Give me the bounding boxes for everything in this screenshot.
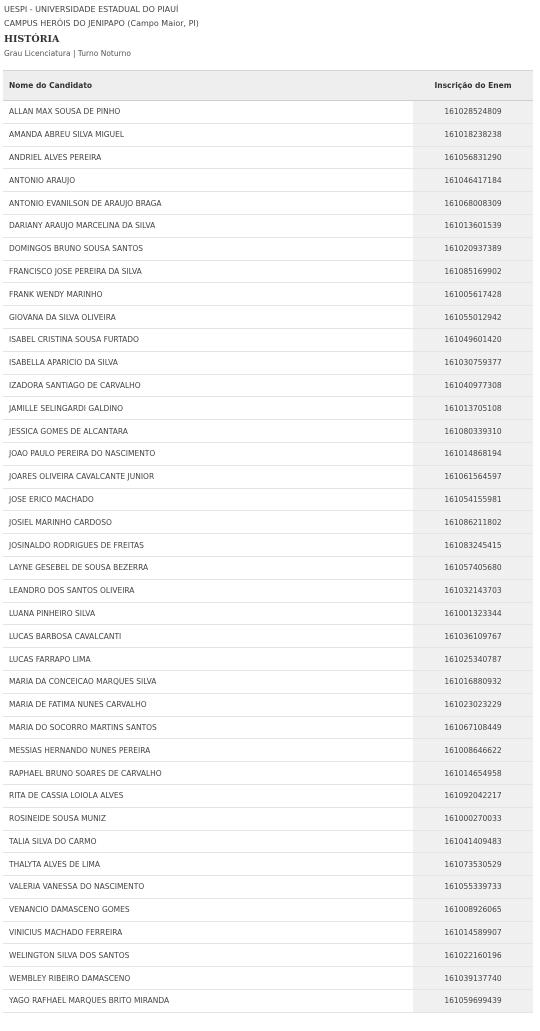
candidate-name: IZADORA SANTIAGO DE CARVALHO	[3, 374, 413, 397]
enem-number: 161032143703	[413, 579, 533, 602]
enem-number: 161039137740	[413, 967, 533, 990]
column-header-name: Nome do Candidato	[3, 71, 413, 101]
column-header-enem: Inscrição do Enem	[413, 71, 533, 101]
enem-number: 161041409483	[413, 830, 533, 853]
enem-number: 161014654958	[413, 762, 533, 785]
enem-number: 161013705108	[413, 397, 533, 420]
table-row	[3, 967, 533, 990]
candidate-name: VENANCIO DAMASCENO GOMES	[3, 898, 413, 921]
institution-name: UESPI - UNIVERSIDADE ESTADUAL DO PIAUÍ	[4, 5, 179, 14]
enem-number: 161083245415	[413, 534, 533, 557]
enem-number: 161067108449	[413, 716, 533, 739]
enem-number: 161016880932	[413, 670, 533, 693]
table-row	[3, 579, 533, 602]
enem-number: 161080339310	[413, 420, 533, 443]
table-row	[3, 192, 533, 215]
enem-number: 161061564597	[413, 465, 533, 488]
table-row	[3, 784, 533, 807]
candidate-name: MARIA DA CONCEICAO MARQUES SILVA	[3, 670, 413, 693]
candidate-name: LUANA PINHEIRO SILVA	[3, 602, 413, 625]
enem-number: 161040977308	[413, 374, 533, 397]
table-row	[3, 534, 533, 557]
candidate-name: MARIA DE FATIMA NUNES CARVALHO	[3, 693, 413, 716]
campus-name: CAMPUS HERÓIS DO JENIPAPO (Campo Maior, PI)	[4, 19, 199, 28]
candidate-name: VINICIUS MACHADO FERREIRA	[3, 921, 413, 944]
enem-number: 161000270033	[413, 807, 533, 830]
enem-number: 161018238238	[413, 123, 533, 146]
enem-number: 161073530529	[413, 853, 533, 876]
enem-number: 161068008309	[413, 192, 533, 215]
enem-number: 161085169902	[413, 260, 533, 283]
candidate-name: DOMINGOS BRUNO SOUSA SANTOS	[3, 237, 413, 260]
candidate-name: ANDRIEL ALVES PEREIRA	[3, 146, 413, 169]
candidate-name: JOSE ERICO MACHADO	[3, 488, 413, 511]
candidate-name: JOAO PAULO PEREIRA DO NASCIMENTO	[3, 442, 413, 465]
enem-number: 161059699439	[413, 990, 533, 1013]
candidates-table	[3, 70, 533, 1013]
enem-number: 161022160196	[413, 944, 533, 967]
enem-number: 161036109767	[413, 625, 533, 648]
candidate-name: THALYTA ALVES DE LIMA	[3, 853, 413, 876]
table-row	[3, 716, 533, 739]
table-row	[3, 898, 533, 921]
table-row	[3, 420, 533, 443]
degree-shift: Grau Licenciatura | Turno Noturno	[4, 49, 131, 58]
enem-number: 161008926065	[413, 898, 533, 921]
candidate-name: MESSIAS HERNANDO NUNES PEREIRA	[3, 739, 413, 762]
table-body	[3, 101, 533, 1013]
table-row	[3, 374, 533, 397]
table-row	[3, 762, 533, 785]
candidate-name: JOSIEL MARINHO CARDOSO	[3, 511, 413, 534]
enem-number: 161023023229	[413, 693, 533, 716]
table-row	[3, 283, 533, 306]
candidate-name: GIOVANA DA SILVA OLIVEIRA	[3, 306, 413, 329]
table-row	[3, 306, 533, 329]
candidate-name: VALERIA VANESSA DO NASCIMENTO	[3, 876, 413, 899]
candidate-name: LUCAS BARBOSA CAVALCANTI	[3, 625, 413, 648]
candidate-name: MARIA DO SOCORRO MARTINS SANTOS	[3, 716, 413, 739]
table-row	[3, 123, 533, 146]
table-row	[3, 214, 533, 237]
table-row	[3, 260, 533, 283]
enem-number: 161057405680	[413, 556, 533, 579]
table-row	[3, 556, 533, 579]
candidate-name: FRANK WENDY MARINHO	[3, 283, 413, 306]
enem-number: 161049601420	[413, 328, 533, 351]
table-row	[3, 602, 533, 625]
enem-number: 161030759377	[413, 351, 533, 374]
table-row	[3, 397, 533, 420]
candidate-name: RAPHAEL BRUNO SOARES DE CARVALHO	[3, 762, 413, 785]
candidate-name: JESSICA GOMES DE ALCANTARA	[3, 420, 413, 443]
table-row	[3, 169, 533, 192]
enem-number: 161005617428	[413, 283, 533, 306]
enem-number: 161086211802	[413, 511, 533, 534]
enem-number: 161055012942	[413, 306, 533, 329]
table-row	[3, 830, 533, 853]
candidate-name: WEMBLEY RIBEIRO DAMASCENO	[3, 967, 413, 990]
candidate-name: AMANDA ABREU SILVA MIGUEL	[3, 123, 413, 146]
candidate-name: JOSINALDO RODRIGUES DE FREITAS	[3, 534, 413, 557]
enem-number: 161046417184	[413, 169, 533, 192]
candidate-name: TALIA SILVA DO CARMO	[3, 830, 413, 853]
candidate-name: LEANDRO DOS SANTOS OLIVEIRA	[3, 579, 413, 602]
table-row	[3, 146, 533, 169]
table-row	[3, 807, 533, 830]
table-row	[3, 511, 533, 534]
table-row	[3, 328, 533, 351]
table-row	[3, 921, 533, 944]
candidate-name: DARIANY ARAUJO MARCELINA DA SILVA	[3, 214, 413, 237]
table-row	[3, 237, 533, 260]
enem-number: 161092042217	[413, 784, 533, 807]
candidate-name: ALLAN MAX SOUSA DE PINHO	[3, 101, 413, 124]
table-row	[3, 739, 533, 762]
table-row	[3, 853, 533, 876]
enem-number: 161014868194	[413, 442, 533, 465]
candidate-name: ISABEL CRISTINA SOUSA FURTADO	[3, 328, 413, 351]
enem-number: 161001323344	[413, 602, 533, 625]
table-row	[3, 488, 533, 511]
course-title: HISTÓRIA	[4, 34, 60, 45]
candidate-name: ANTONIO ARAUJO	[3, 169, 413, 192]
table-row	[3, 876, 533, 899]
enem-number: 161055339733	[413, 876, 533, 899]
candidate-name: ISABELLA APARICIO DA SILVA	[3, 351, 413, 374]
candidate-name: JAMILLE SELINGARDI GALDINO	[3, 397, 413, 420]
candidate-name: ANTONIO EVANILSON DE ARAUJO BRAGA	[3, 192, 413, 215]
enem-number: 161013601539	[413, 214, 533, 237]
table-row	[3, 648, 533, 671]
candidate-name: FRANCISCO JOSE PEREIRA DA SILVA	[3, 260, 413, 283]
enem-number: 161014589907	[413, 921, 533, 944]
enem-number: 161056831290	[413, 146, 533, 169]
page-header	[4, 3, 534, 60]
table-header-row	[3, 71, 533, 101]
table-row	[3, 625, 533, 648]
table-row	[3, 990, 533, 1013]
candidate-name: ROSINEIDE SOUSA MUNIZ	[3, 807, 413, 830]
candidate-name: WELINGTON SILVA DOS SANTOS	[3, 944, 413, 967]
enem-number: 161028524809	[413, 101, 533, 124]
table-row	[3, 944, 533, 967]
table-row	[3, 693, 533, 716]
table-row	[3, 101, 533, 124]
candidate-name: LAYNE GESEBEL DE SOUSA BEZERRA	[3, 556, 413, 579]
enem-number: 161008646622	[413, 739, 533, 762]
candidate-name: RITA DE CASSIA LOIOLA ALVES	[3, 784, 413, 807]
candidate-name: JOARES OLIVEIRA CAVALCANTE JUNIOR	[3, 465, 413, 488]
table-row	[3, 465, 533, 488]
enem-number: 161054155981	[413, 488, 533, 511]
table-row	[3, 351, 533, 374]
enem-number: 161025340787	[413, 648, 533, 671]
candidate-name: LUCAS FARRAPO LIMA	[3, 648, 413, 671]
enem-number: 161020937389	[413, 237, 533, 260]
candidate-name: YAGO RAFHAEL MARQUES BRITO MIRANDA	[3, 990, 413, 1013]
table-row	[3, 670, 533, 693]
table-row	[3, 442, 533, 465]
